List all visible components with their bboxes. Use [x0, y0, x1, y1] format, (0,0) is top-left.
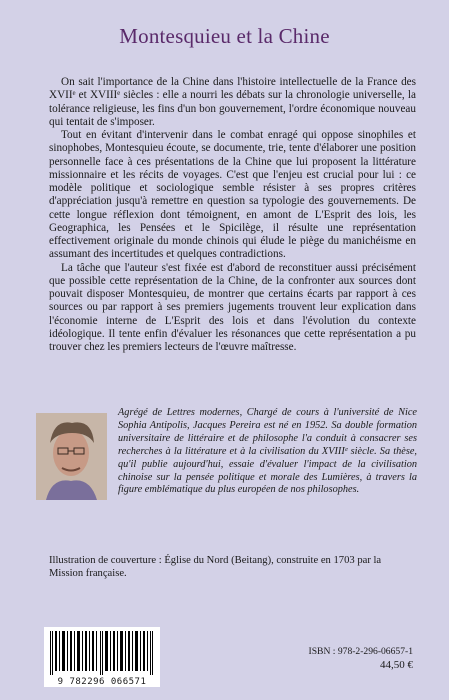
price: 44,50 € — [380, 659, 413, 671]
barcode-digits: 9 782296 066571 — [44, 677, 160, 687]
cover-credit: Illustration de couverture : Église du Nord (Beitang), construite en 1703 par la Mission française. — [49, 555, 382, 579]
summary-paragraph-3: La tâche que l'auteur s'est fixée est d'abord de reconstituer aussi précisément que possible cette représentation de la Chine, de la confronter aux sources dont pouvait disposer Montesquieu, de montrer que certains écarts par rapport à ces sources ou par rapport à ses premiers jugements trouvent leur explication dans l'économie interne de L'Esprit des lois et dans l'évolution du contexte idéologique. Il tente enfin d'évaluer les résonances que cette représentation a pu trouver chez les premiers lecteurs de l'œuvre maîtresse. — [49, 261, 416, 353]
barcode-bars — [44, 627, 160, 677]
author-bio: Agrégé de Lettres modernes, Chargé de cours à l'université de Nice Sophia Antipolis, Jacques Pereira est né en 1952. Sa double formation universitaire de littéraire et de philosophe l'a conduit à consacrer ses recherches à la littérature et à la civilisation du XVIIIᵉ siècle. Sa thèse, qu'il publie aujourd'hui, essaie d'évaluer l'impact de la civilisation chinoise sur la pensée politique et morale des Lumières, à travers la figure emblématique du plus européen de nos philosophes. — [118, 407, 417, 496]
summary-paragraph-2: Tout en évitant d'intervenir dans le combat enragé qui oppose sinophiles et sinophobes, Montesquieu écoute, se documente, trie, tente d'élaborer une position personnelle face à ces présentations de la Chine que lui proposent la littérature missionnaire et les récits de voyages. C'est que l'enjeu est crucial pour lui : ce modèle politique et sociologique semble résister à ses propres critères d'appréciation jusqu'à remettre en question sa typologie des gouvernements. De cette longue réflexion dont témoignent, en amont de L'Esprit des lois, les Geographica, les Pensées et le Spicilège, il résulte une représentation effectivement originale du monde chinois qui élude le piège du manichéisme en assumant des incertitudes et quelques contradictions. — [49, 129, 416, 261]
book-title: Montesquieu et la Chine — [119, 24, 330, 48]
summary-text — [49, 76, 416, 354]
summary-paragraph-1: On sait l'importance de la Chine dans l'histoire intellectuelle de la France des XVIIᵉ et XVIIIᵉ siècles : elle a nourri les débats sur la chronologie universelle, la tolérance religieuse, les fins d'un bon gouvernement, l'ordre économique nouveau qui tentait de s'imposer. — [49, 76, 416, 128]
author-photo — [36, 413, 107, 500]
isbn: ISBN : 978-2-296-06657-1 — [308, 646, 413, 657]
